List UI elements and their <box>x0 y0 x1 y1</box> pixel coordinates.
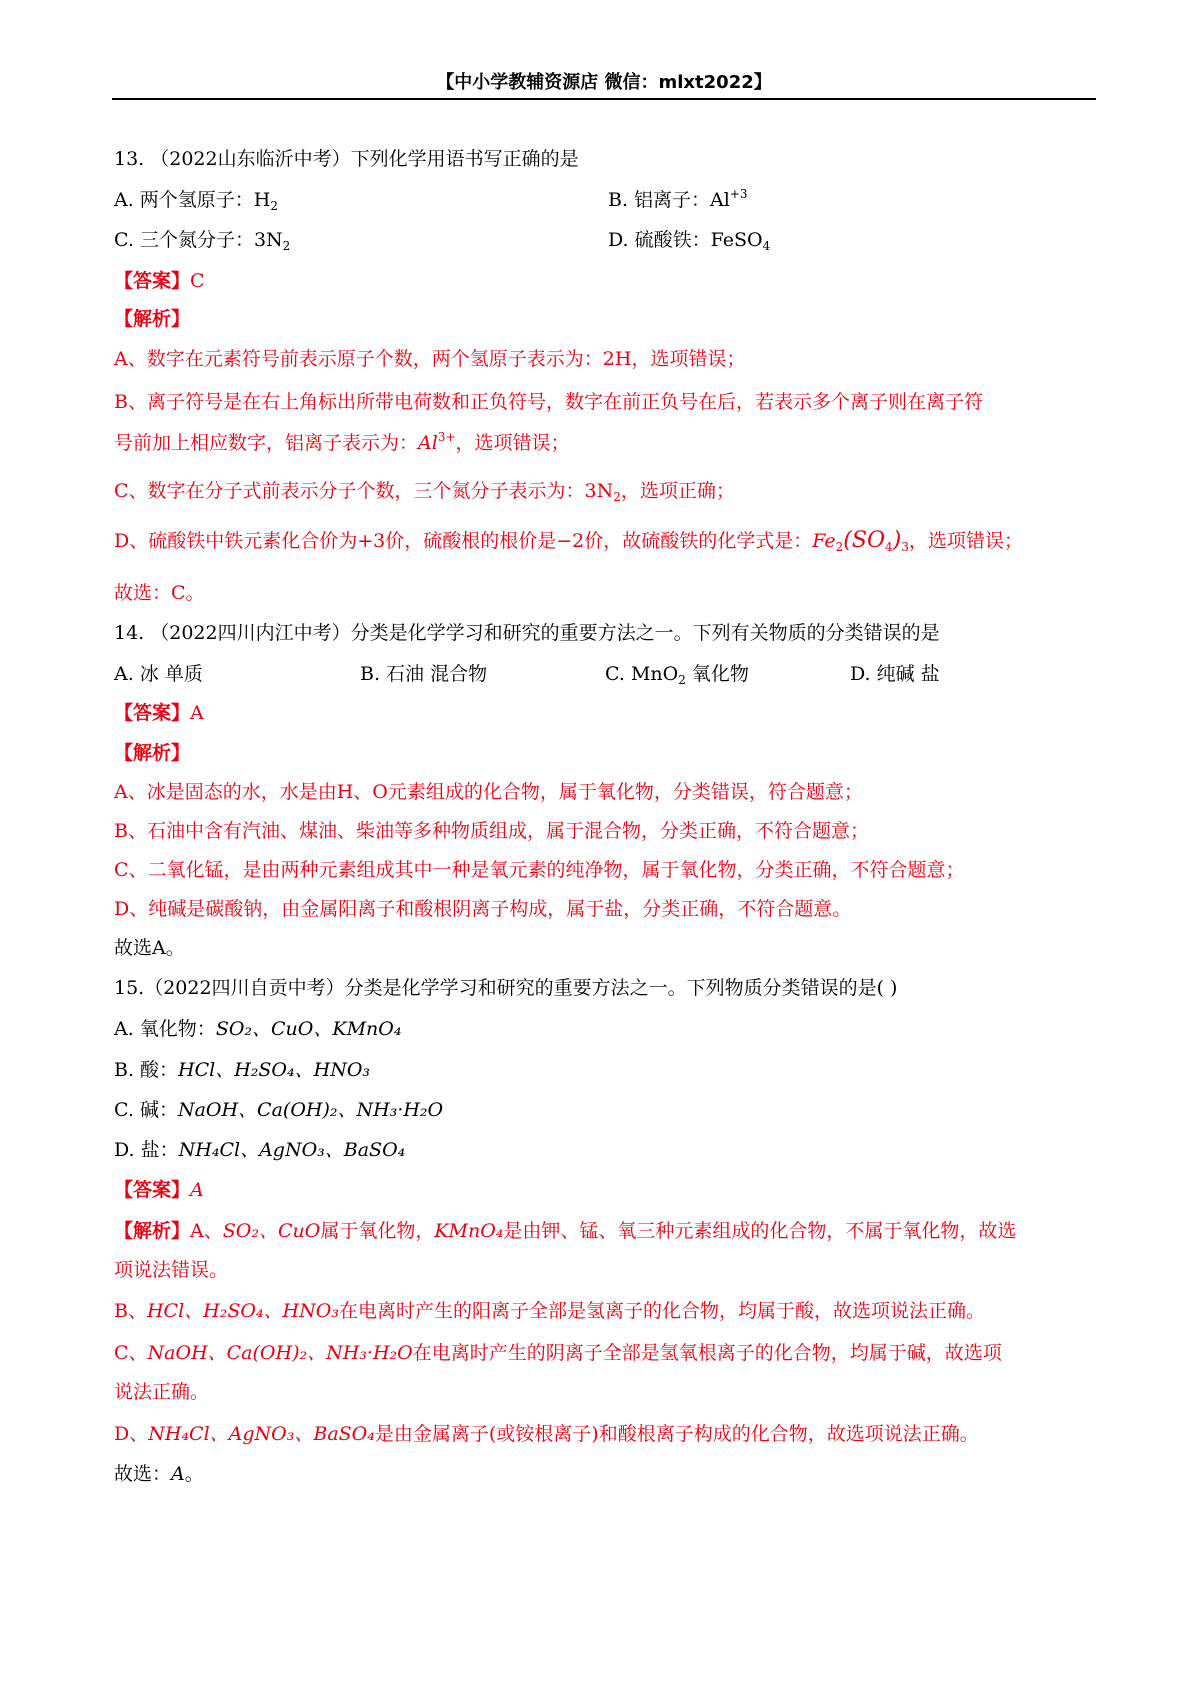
q15-option-b: B. 酸：HCl、H₂SO₄、HNO₃ <box>114 1059 371 1081</box>
q13-stem: 13. （2022山东临沂中考）下列化学用语书写正确的是 <box>114 148 579 170</box>
q13-option-a: A. 两个氢原子：$H_2$ <box>114 189 279 213</box>
q15-option-d: D. 盐：NH₄Cl、AgNO₃、BaSO₄ <box>114 1139 406 1161</box>
q13-choose: 故选：C。 <box>114 582 205 604</box>
q13-analysis-d: D、硫酸铁中铁元素化合价为+3价，硫酸根的根价是−2价，故硫酸铁的化学式是：$Fe_2(SO_4)_3$，选项错误； <box>114 528 1023 554</box>
q15-choose: 故选：A。 <box>114 1463 204 1485</box>
q14-analysis-b: B、石油中含有汽油、煤油、柴油等多种物质组成，属于混合物，分类正确，不符合题意； <box>114 820 869 842</box>
q15-analysis-c-line2: 说法正确。 <box>114 1381 210 1403</box>
q15-analysis-a-line1: 【解析】A、SO₂、CuO属于氧化物，KMnO₄是由钾、锰、氧三种元素组成的化合物，不属于氧化物，故选 <box>114 1220 1017 1242</box>
q15-answer: 【答案】A <box>114 1179 204 1201</box>
q15-analysis-d: D、NH₄Cl、AgNO₃、BaSO₄是由金属离子(或铵根离子)和酸根离子构成的化合物，故选项说法正确。 <box>114 1423 979 1445</box>
q13-analysis-a: A、数字在元素符号前表示原子个数，两个氢原子表示为：2H，选项错误； <box>114 348 746 370</box>
q14-option-b: B. 石油 混合物 <box>360 663 488 685</box>
q14-analysis-c: C、二氧化锰，是由两种元素组成其中一种是氧元素的纯净物，属于氧化物，分类正确，不符合题意； <box>114 859 965 881</box>
q13-analysis-tag: 【解析】 <box>114 308 191 330</box>
q14-answer: 【答案】A <box>114 702 204 724</box>
q14-stem: 14. （2022四川内江中考）分类是化学学习和研究的重要方法之一。下列有关物质的分类错误的是 <box>114 622 940 644</box>
q14-option-a: A. 冰 单质 <box>114 663 203 685</box>
q15-option-c: C. 碱：NaOH、Ca(OH)₂、NH₃·H₂O <box>114 1099 444 1121</box>
q15-stem: 15.（2022四川自贡中考）分类是化学学习和研究的重要方法之一。下列物质分类错误的是( ) <box>114 977 898 999</box>
page-header: 【中小学教辅资源店 微信：mlxt2022】 <box>436 72 772 93</box>
q13-option-d: D. 硫酸铁：FeSO$_4$ <box>608 229 771 253</box>
q14-choose: 故选A。 <box>114 937 185 959</box>
q13-analysis-c: C、数字在分子式前表示分子个数，三个氮分子表示为：$3N_2$，选项正确； <box>114 480 735 504</box>
q13-option-c: C. 三个氮分子：$3N_2$ <box>114 229 291 253</box>
q15-option-a: A. 氧化物：SO₂、CuO、KMnO₄ <box>114 1018 402 1040</box>
q15-analysis-a-line2: 项说法错误。 <box>114 1259 229 1281</box>
q13-answer: 【答案】C <box>114 270 205 292</box>
header-rule <box>112 98 1096 100</box>
q13-analysis-b-line1: B、离子符号是在右上角标出所带电荷数和正负符号，数字在前正负号在后，若表示多个离子则在离子符 <box>114 391 983 413</box>
q14-option-d: D. 纯碱 盐 <box>850 663 940 685</box>
q14-option-c: C. MnO$_2$ 氧化物 <box>605 663 749 687</box>
q14-analysis-d: D、纯碱是碳酸钠，由金属阳离子和酸根阴离子构成，属于盐，分类正确，不符合题意。 <box>114 898 852 920</box>
q14-analysis-a: A、冰是固态的水，水是由H、O元素组成的化合物，属于氧化物，分类错误，符合题意； <box>114 781 863 803</box>
q15-analysis-b: B、HCl、H₂SO₄、HNO₃在电离时产生的阳离子全部是氢离子的化合物，均属于酸，故选项说法正确。 <box>114 1300 985 1322</box>
q13-option-b: B. 铝离子：$Al^{+3}$ <box>608 187 748 211</box>
q13-analysis-b-line2: 号前加上相应数字，铝离子表示为：$Al^{3+}$，选项错误； <box>114 430 570 454</box>
q15-analysis-c-line1: C、NaOH、Ca(OH)₂、NH₃·H₂O在电离时产生的阴离子全部是氢氧根离子的化合物，均属于碱，故选项 <box>114 1342 1002 1364</box>
q14-analysis-tag: 【解析】 <box>114 742 191 764</box>
